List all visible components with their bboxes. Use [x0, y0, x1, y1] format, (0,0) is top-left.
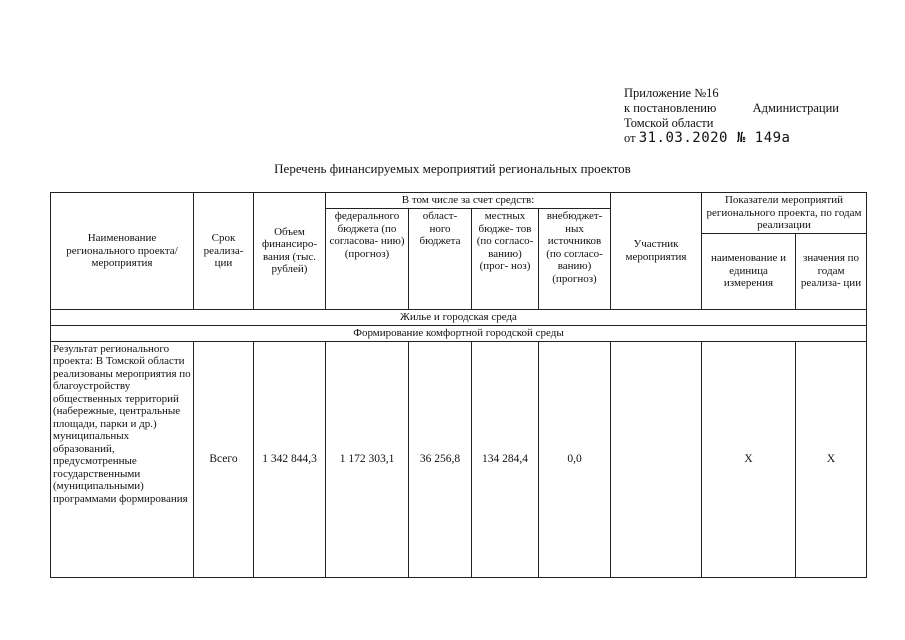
appendix-line-2-left: к постановлению: [624, 101, 717, 115]
appendix-line-3: Томской области: [624, 116, 714, 130]
appendix-line-4: [624, 131, 839, 146]
section-title-1: Жилье и городская среда: [51, 309, 867, 325]
header-regional: област- ного бюджета: [409, 209, 472, 310]
appendix-block: [624, 86, 839, 146]
row-volume: 1 342 844,3: [254, 341, 326, 577]
row-extrabudget: 0,0: [539, 341, 611, 577]
row-values: X: [796, 341, 867, 577]
row-federal: 1 172 303,1: [326, 341, 409, 577]
projects-table: [50, 192, 867, 578]
header-values: значения по годам реализа- ции: [796, 233, 867, 309]
table-row: [51, 341, 867, 577]
appendix-line-1: Приложение №16: [624, 86, 719, 100]
header-term: Срок реализа- ции: [194, 193, 254, 310]
appendix-line-2: [624, 101, 839, 116]
header-indicators-group: Показатели мероприятий регионального проекта, по годам реализации: [702, 193, 867, 234]
row-unit: X: [702, 341, 796, 577]
row-participant: [611, 341, 702, 577]
header-participant: Участник мероприятия: [611, 193, 702, 310]
header-sources-group: В том числе за счет средств:: [326, 193, 611, 209]
header-name: Наименование регионального проекта/мероприятия: [51, 193, 194, 310]
row-name: Результат регионального проекта: В Томской области реализованы мероприятия по благоустройству общественных территорий (набережные, центральные площади, парки и др.) муниципальных образований, предусмотренные государственными (муниципальными) программами формирования: [51, 341, 194, 577]
appendix-date-prefix: от: [624, 131, 636, 145]
row-term: Всего: [194, 341, 254, 577]
row-regional: 36 256,8: [409, 341, 472, 577]
header-unit: наименование и единица измерения: [702, 233, 796, 309]
document-title: Перечень финансируемых мероприятий региональных проектов: [274, 161, 631, 176]
header-extrabudget: внебюджет- ных источников (по согласо- ванию) (прогноз): [539, 209, 611, 310]
row-local: 134 284,4: [472, 341, 539, 577]
header-row-1: [51, 193, 867, 209]
header-federal: федерального бюджета (по согласова- нию) (прогноз): [326, 209, 409, 310]
section-row-1: [51, 309, 867, 325]
section-row-2: [51, 325, 867, 341]
appendix-date-number: 31.03.2020 № 149а: [638, 130, 791, 146]
appendix-line-2-right: Администрации: [752, 101, 839, 115]
header-volume: Объем финансиро- вания (тыс. рублей): [254, 193, 326, 310]
section-title-2: Формирование комфортной городской среды: [51, 325, 867, 341]
header-local: местных бюдже- тов (по согласо- ванию) (прог- ноз): [472, 209, 539, 310]
